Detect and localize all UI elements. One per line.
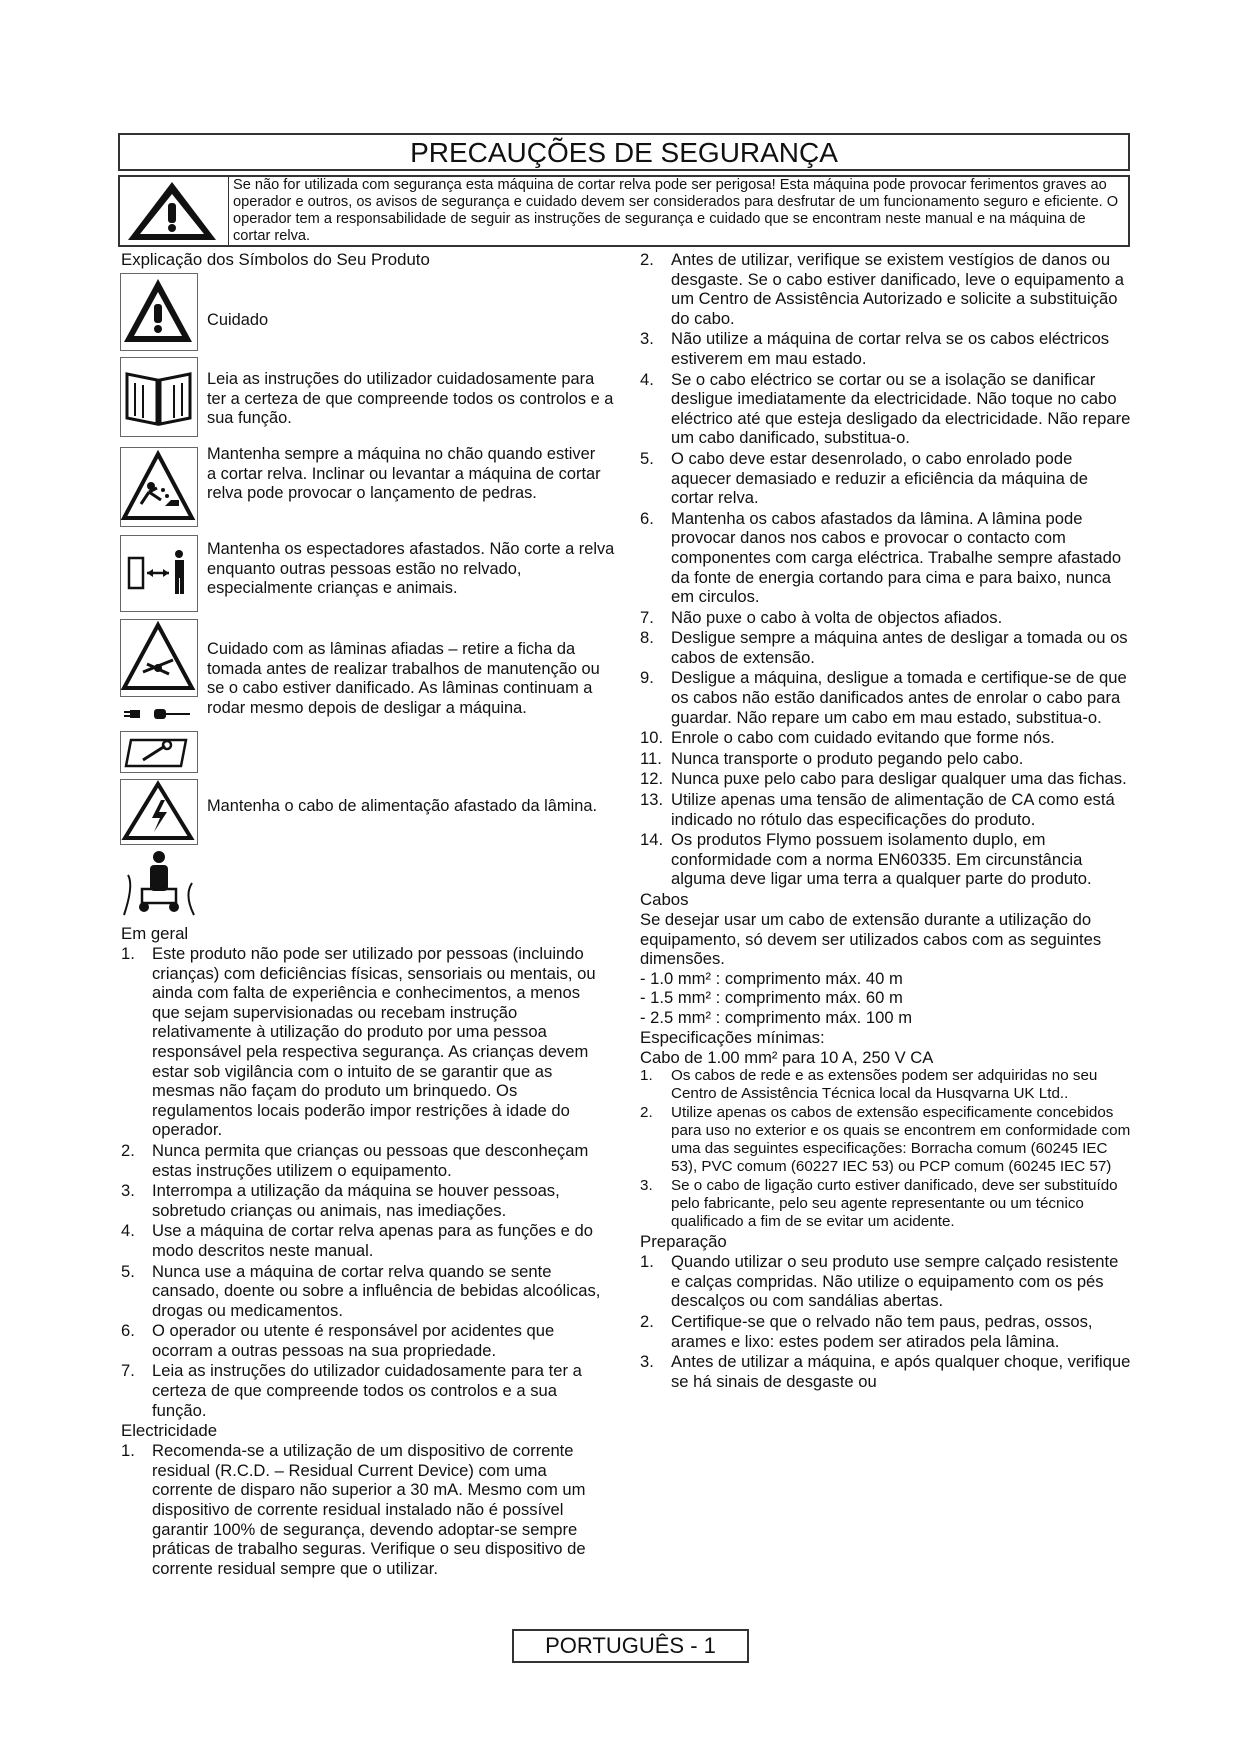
open-book-icon (120, 357, 198, 437)
sharp-blades-icon (120, 619, 198, 697)
symbol-caption: Cuidado com as lâminas afiadas – retire a ficha da tomada antes de realizar trabalhos de manutenção ou se o cabo estiver danificado. As lâminas continuam a rodar mesmo depois de desligar a máquina. (207, 640, 600, 717)
right-column (640, 250, 1132, 1392)
electricity-heading: Electricidade (121, 1421, 218, 1441)
cable-dimension: - 1.0 mm² : comprimento máx. 40 m (640, 968, 903, 988)
list-item: 6. O operador ou utente é responsável por acidentes que ocorram a outras pessoas na sua propriedade. (121, 1321, 555, 1360)
cables-intro: Se desejar usar um cabo de extensão durante a utilização do equipamento, só devem ser utilizados cabos com as seguintes dimensões. (640, 910, 1102, 969)
cable-dimension: - 2.5 mm² : comprimento máx. 100 m (640, 1007, 913, 1027)
thrown-objects-icon (120, 447, 198, 527)
list-item: 1. Este produto não pode ser utilizado por pessoas (incluindo crianças) com deficiências físicas, sensoriais ou mentais, ou ainda com falta de experiência e conhecimentos, a menos que sejam supervisionadas ou recebam instrução relativamente à utilização do produto por uma pessoa responsável pela respectiva segurança. As crianças devem estar sob vigilância com o intuito de se garantir que as mesmas não façam do produto um brinquedo. Os regulamentos locais poderão impor restrições à idade do operador. (121, 944, 596, 1140)
list-item: 5. O cabo deve estar desenrolado, o cabo enrolado pode aquecer demasiado e reduzir a eficiência da máquina de cortar relva. (640, 448, 1088, 508)
list-item: 7. Leia as instruções do utilizador cuidadosamente para ter a certeza de que compreende todos os controlos e a sua função. (121, 1361, 582, 1420)
list-item: 2. Antes de utilizar, verifique se existem vestígios de danos ou desgaste. Se o cabo estiver danificado, leve o equipamento a um Centro de Assistência Autorizado e solicite a substituição do cabo. (640, 250, 1124, 328)
cables-list (640, 1067, 1132, 1231)
warning-text: Se não for utilizada com segurança esta máquina de cortar relva pode ser perigosa! Esta máquina pode provocar ferimentos graves ao operador e outros, os avisos de segurança e cuidado devem ser considerados para desfrutar de um funcionamento seguro e eficiente. O operador tem a responsabilidade de seguir as instruções de segurança e cuidado que se encontram neste manual e na máquina de cortar relva. (228, 177, 1123, 245)
list-item: 3. Interrompa a utilização da máquina se houver pessoas, sobretudo crianças ou animais, nas imediações. (121, 1181, 560, 1220)
list-item: 2. Nunca permita que crianças ou pessoas que desconheçam estas instruções utilizem o equipamento. (121, 1140, 589, 1180)
list-item: 1. Quando utilizar o seu produto use sempre calçado resistente e calças compridas. Não utilize o equipamento com os pés descalços ou com sandálias abertas. (640, 1252, 1119, 1311)
electricity-list-left (121, 1441, 611, 1578)
cables-heading: Cabos (640, 890, 689, 909)
cable-operator-icon (120, 845, 198, 919)
list-item: 4. Se o cabo eléctrico se cortar ou se a isolação se danificar desligue imediatamente da electricidade. Não toque no cabo eléctrico até que esteja desligado da electricidade. Não repare um cabo danificado, substitua-o. (640, 369, 1131, 448)
list-item: 8. Desligue sempre a máquina antes de desligar a tomada ou os cabos de extensão. (640, 628, 1128, 667)
list-item: 9. Desligue a máquina, desligue a tomada e certifique-se de que os cabos não estão danificados antes de enrolar o cabo para guardar. Não repare um cabo em mau estado, substitua-o. (640, 668, 1127, 727)
list-item: 3. Se o cabo de ligação curto estiver danificado, deve ser substituído pelo fabricante, pelo seu agente representante ou um técnico qualificado a fim de se evitar um acidente. (640, 1177, 1118, 1231)
list-item: 11. Nunca transporte o produto pegando pelo cabo. (640, 748, 1024, 768)
symbol-caption: Mantenha sempre a máquina no chão quando estiver a cortar relva. Inclinar ou levantar a máquina de cortar relva pode provocar o lançamento de pedras. (207, 445, 601, 502)
maintenance-manual-icon (120, 731, 198, 773)
cable-dimension: - 1.5 mm² : comprimento máx. 60 m (640, 988, 903, 1008)
list-item: 5. Nunca use a máquina de cortar relva quando se sente cansado, doente ou sobre a influência de bebidas alcoólicas, drogas ou medicamentos. (121, 1261, 601, 1320)
symbol-caption: Mantenha os espectadores afastados. Não corte a relva enquanto outras pessoas estão no relvado, especialmente crianças e animais. (207, 540, 615, 597)
warning-box (118, 175, 1130, 247)
list-item: 1. Os cabos de rede e as extensões podem ser adquiridas no seu Centro de Assistência Técnica local da Husqvarna UK Ltd.. (640, 1067, 1098, 1103)
list-item: 1. Recomenda-se a utilização de um dispositivo de corrente residual (R.C.D. – Residual Current Device) com uma corrente de disparo não superior a 30 mA. Mesmo com um dispositivo de corrente residual instalado não é possível garantir 100% de segurança, devendo adoptar-se sempre práticas de trabalho seguras. Verifique o seu dispositivo de corrente residual sempre que o utilizar. (121, 1441, 586, 1578)
keep-distance-icon (120, 535, 198, 612)
list-item: 13. Utilize apenas uma tensão de alimentação de CA como está indicado no rótulo das especificações do produto. (640, 790, 1115, 829)
warning-triangle-icon (122, 179, 222, 243)
list-item: 2. Utilize apenas os cabos de extensão especificamente concebidos para uso no exterior e os quais se encontrem em conformidade com uma das seguintes especificações: Borracha comum (60245 IEC 53), PVC comum (60227 IEC 53) ou PCP comum (60245 IEC 57) (640, 1104, 1131, 1176)
electric-shock-icon (120, 779, 198, 845)
list-item: 14. Os produtos Flymo possuem isolamento duplo, em conformidade com a norma EN60335. Em circunstância alguma deve ligar uma terra a qualquer parte do produto. (640, 830, 1092, 889)
warning-triangle-icon (120, 273, 198, 351)
list-item: 3. Antes de utilizar a máquina, e após qualquer choque, verifique se há sinais de desgaste ou (640, 1352, 1131, 1391)
general-heading: Em geral (121, 924, 189, 943)
spec-text: Cabo de 1.00 mm² para 10 A, 250 V CA (640, 1047, 934, 1067)
symbols-heading: Explicação dos Símbolos do Seu Produto (121, 250, 430, 269)
page-footer: PORTUGUÊS - 1 (512, 1629, 749, 1663)
list-item: 10. Enrole o cabo com cuidado evitando que forme nós. (640, 728, 1055, 748)
general-section (121, 924, 611, 1579)
list-item: 6. Mantenha os cabos afastados da lâmina. A lâmina pode provocar danos nos cabos e provocar o contacto com componentes com carga eléctrica. Trabalhe sempre afastado da fonte de energia cortando para cima e para baixo, nunca em circulos. (640, 508, 1122, 607)
list-item: 4. Use a máquina de cortar relva apenas para as funções e do modo descritos neste manual. (121, 1221, 593, 1260)
preparation-list (640, 1252, 1132, 1391)
page-title: PRECAUÇÕES DE SEGURANÇA (118, 133, 1130, 171)
spec-heading: Especificações mínimas: (640, 1027, 825, 1047)
list-item: 7. Não puxe o cabo à volta de objectos afiados. (640, 607, 1003, 627)
symbol-caption: Cuidado (207, 311, 269, 329)
electricity-list-right (640, 250, 1132, 889)
list-item: 2. Certifique-se que o relvado não tem paus, pedras, ossos, arames e lixo: estes podem ser atirados pela lâmina. (640, 1311, 1093, 1351)
list-item: 12. Nunca puxe pelo cabo para desligar qualquer uma das fichas. (640, 769, 1127, 789)
list-item: 3. Não utilize a máquina de cortar relva se os cabos eléctricos estiverem em mau estado. (640, 329, 1110, 368)
symbol-caption: Leia as instruções do utilizador cuidadosamente para ter a certeza de que compreende todos os controlos e a sua função. (207, 370, 614, 427)
unplug-icon (120, 697, 198, 731)
symbol-caption: Mantenha o cabo de alimentação afastado da lâmina. (207, 797, 597, 815)
preparation-heading: Preparação (640, 1232, 727, 1252)
general-list (121, 944, 611, 1420)
